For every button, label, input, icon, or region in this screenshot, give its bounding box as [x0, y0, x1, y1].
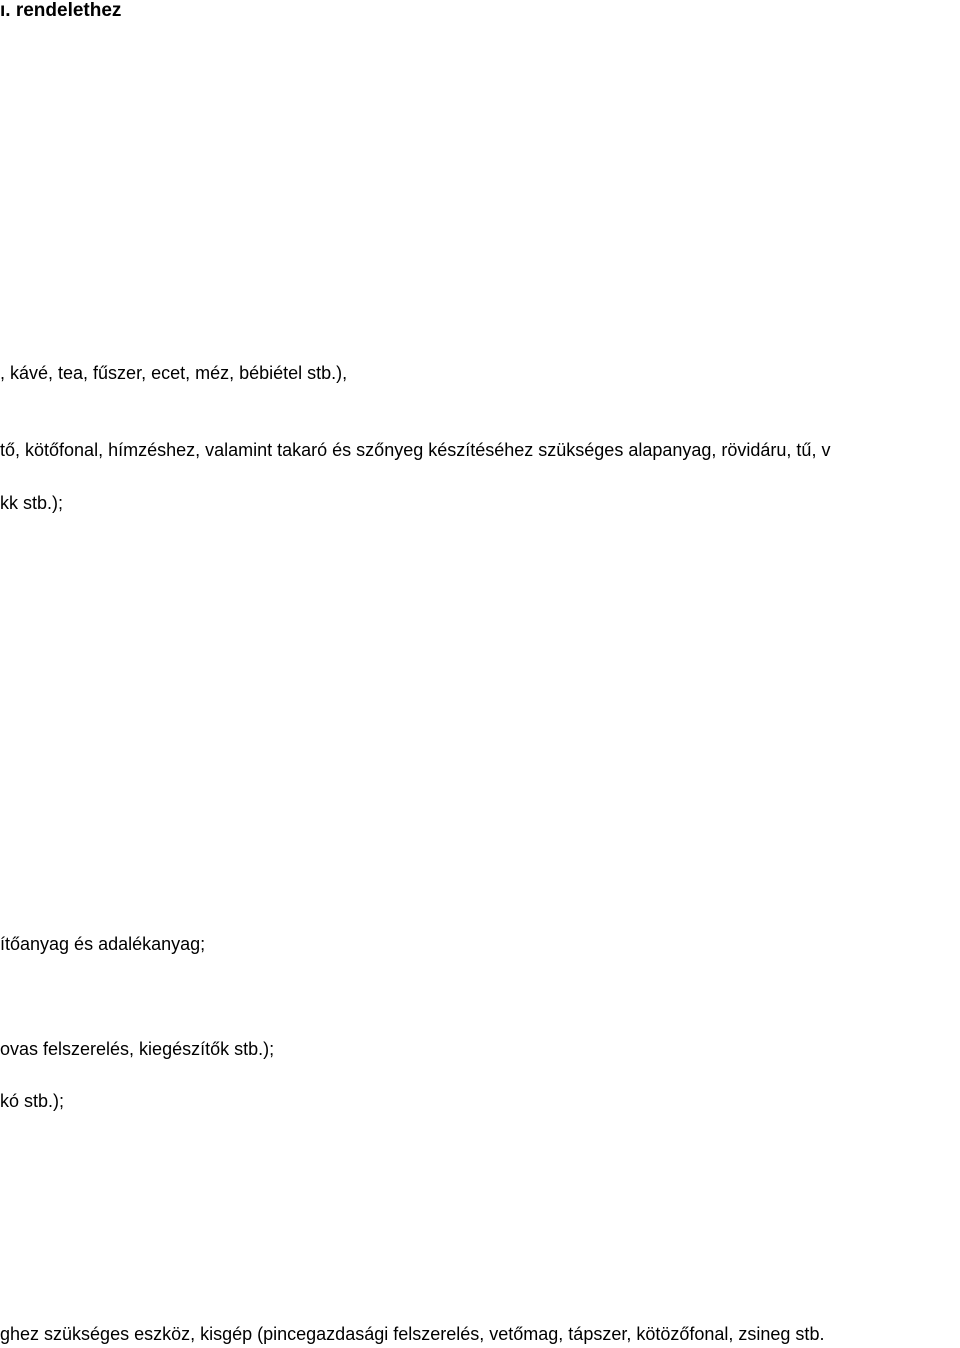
- text-line-misc: kó stb.);: [0, 1091, 65, 1111]
- document-heading: ı. rendelethez: [0, 0, 122, 21]
- text-line-textile: tő, kötőfonal, hímzéshez, valamint takaró és szőnyeg készítéséhez szükséges alapanyag, rövidáru, tű, v: [0, 440, 831, 460]
- text-line-material: ítőanyag és adalékanyag;: [0, 934, 206, 954]
- text-line-tools: ghez szükséges eszköz, kisgép (pincegazdasági felszerelés, vetőmag, tápszer, kötözőfonal, zsineg stb.: [0, 1324, 825, 1344]
- text-line-equipment: ovas felszerelés, kiegészítők stb.);: [0, 1039, 275, 1059]
- text-line-food: , kávé, tea, fűszer, ecet, méz, bébiétel stb.),: [0, 363, 348, 383]
- text-line-textile-end: kk stb.);: [0, 493, 64, 513]
